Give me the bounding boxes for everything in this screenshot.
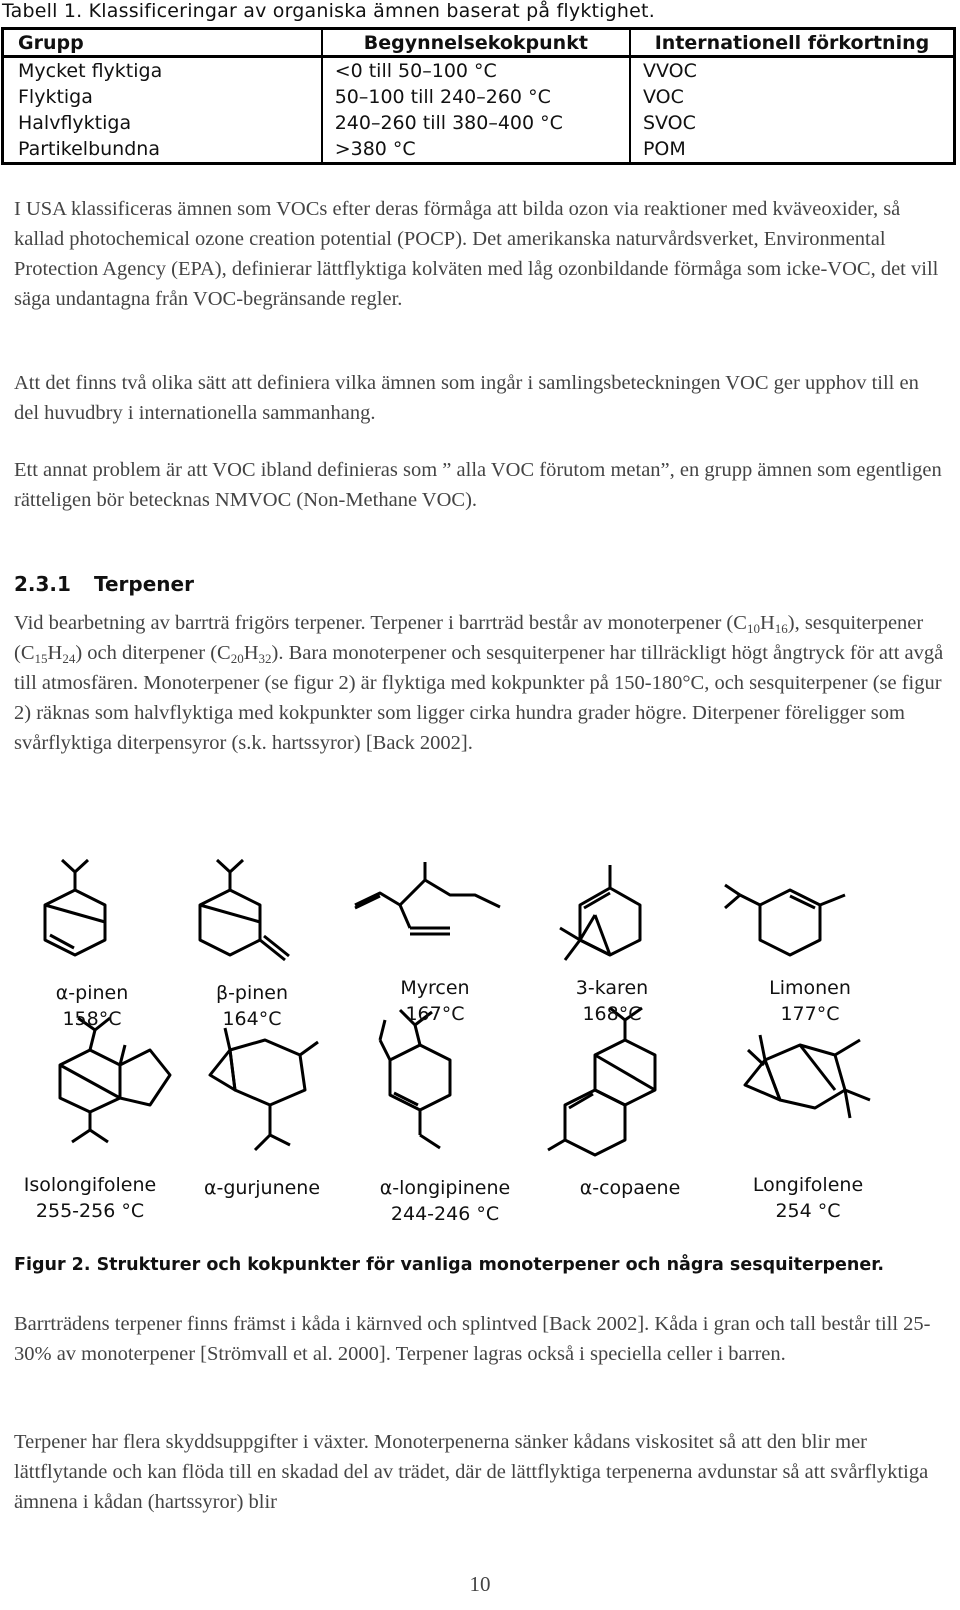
molecule-label: Myrcen 167°C	[400, 977, 470, 1025]
terpene-structures-figure	[0, 850, 960, 1230]
table-cell: VVOC	[630, 57, 955, 85]
myrcene-structure	[355, 862, 500, 934]
beta-pinene-structure	[200, 860, 289, 960]
table-row	[3, 136, 955, 164]
molecule-label: Isolongifolene 255-256 °C	[23, 1174, 157, 1222]
section-title: Terpener	[94, 572, 194, 596]
molecule-label: α-copaene	[579, 1177, 681, 1199]
table-cell: SVOC	[630, 110, 955, 136]
molecule-label: α-gurjunene	[203, 1177, 321, 1199]
longipinene-structure	[380, 1010, 450, 1148]
section-heading	[14, 572, 194, 596]
table-header-row	[3, 29, 955, 57]
table-cell: Flyktiga	[18, 86, 93, 108]
header-group: Grupp	[3, 29, 322, 57]
molecule-label: Longifolene 254 °C	[752, 1174, 864, 1222]
header-abbreviation: Internationell förkortning	[630, 29, 955, 57]
molecule-label: α-pinen 158°C	[55, 982, 129, 1030]
table-cell: POM	[630, 136, 955, 164]
table-cell: <0 till 50–100 °C	[322, 57, 630, 85]
paragraph-kada: Barrträdens terpener finns främst i kåda i kärnved och splintved [Back 2002]. Kåda i gran och tall består till 25-30% av monoterpener [Strömvall et al. 2000]. Terpener lagras också i speciella celler i barren.	[14, 1313, 931, 1365]
alpha-pinene-structure	[45, 860, 105, 955]
longifolene-structure	[745, 1035, 870, 1118]
figure-caption: Figur 2. Strukturer och kokpunkter för vanliga monoterpener och några sesquiterpener.	[14, 1255, 884, 1275]
paragraph-skyddsuppgifter: Terpener har flera skyddsuppgifter i växter. Monoterpenerna sänker kådans viskositet så att den blir mer lättflytande och kan flöda till en skadad del av trädet, där de lättflyktiga terpenerna avdunstar så att svårflyktiga ämnena i kådan (hartssyror) blir	[14, 1431, 929, 1513]
isolongifolene-structure	[60, 1018, 170, 1142]
table-row	[3, 110, 955, 136]
page-number: 10	[469, 1572, 491, 1596]
paragraph-nmvoc: Ett annat problem är att VOC ibland definieras som ” alla VOC förutom metan”, en grupp ämnen som egentligen rätteligen bör betecknas NMVOC (Non-Methane VOC).	[14, 459, 942, 511]
section-number: 2.3.1	[14, 572, 71, 596]
molecule-label: Limonen 177°C	[769, 977, 851, 1025]
table-cell: VOC	[630, 84, 955, 110]
table-row	[3, 84, 955, 110]
table-cell: Halvflyktiga	[18, 112, 132, 134]
table-caption: Tabell 1. Klassificeringar av organiska ämnen baserat på flyktighet.	[2, 0, 655, 22]
table-cell: >380 °C	[322, 136, 630, 164]
table-cell: 50–100 till 240–260 °C	[322, 84, 630, 110]
table-cell: Mycket flyktiga	[18, 60, 163, 82]
paragraph-voc-usa: I USA klassificeras ämnen som VOCs efter deras förmåga att bilda ozon via reaktioner med kväveoxider, så kallad photochemical ozone creation potential (POCP). Det amerikanska naturvårdsverket, Environmental Protection Agency (EPA), definierar lättflyktiga kolväten med låg ozonbildande förmåga som icke-VOC, det vill säga undantagna från VOC-begränsande regler.	[14, 198, 939, 310]
table-cell: Partikelbundna	[18, 138, 160, 160]
header-boiling-point: Begynnelsekokpunkt	[322, 29, 630, 57]
classification-table	[1, 27, 956, 165]
molecule-label: α-longipinene 244-246 °C	[379, 1177, 511, 1225]
table-cell: 240–260 till 380–400 °C	[322, 110, 630, 136]
gurjunene-structure	[210, 1028, 318, 1150]
paragraph-terpener: Vid bearbetning av barrträ frigörs terpener. Terpener i barrträd består av monoterpener $(C_{10}H_{16})$, sesquiterpener $(C_{15}H_{24})$ och diterpener $(C_{20}H_{32})$. Bara monoterpener och sesquiterpener har tillräckligt högt ångtryck för att avgå till atmosfären. Monoterpener (se figur 2) är flyktiga med kokpunkter på 150-180°C, och sesquiterpener (se figur 2) räknas som halvflyktiga med kokpunkter som ligger cirka hundra grader högre. Diterpener föreligger som svårflyktiga diterpensyror (s.k. hartssyror) [Back 2002].	[14, 612, 944, 754]
molecule-label: β-pinen 164°C	[215, 982, 289, 1030]
limonene-structure	[725, 885, 845, 955]
paragraph-voc-definition: Att det finns två olika sätt att definiera vilka ämnen som ingår i samlingsbeteckningen VOC ger upphov till en del huvudbry i internationella sammanhang.	[14, 372, 919, 424]
copaene-structure	[548, 1008, 655, 1155]
molecule-label: 3-karen 168°C	[575, 977, 649, 1025]
table-row	[3, 57, 955, 85]
carene-structure	[560, 865, 640, 960]
